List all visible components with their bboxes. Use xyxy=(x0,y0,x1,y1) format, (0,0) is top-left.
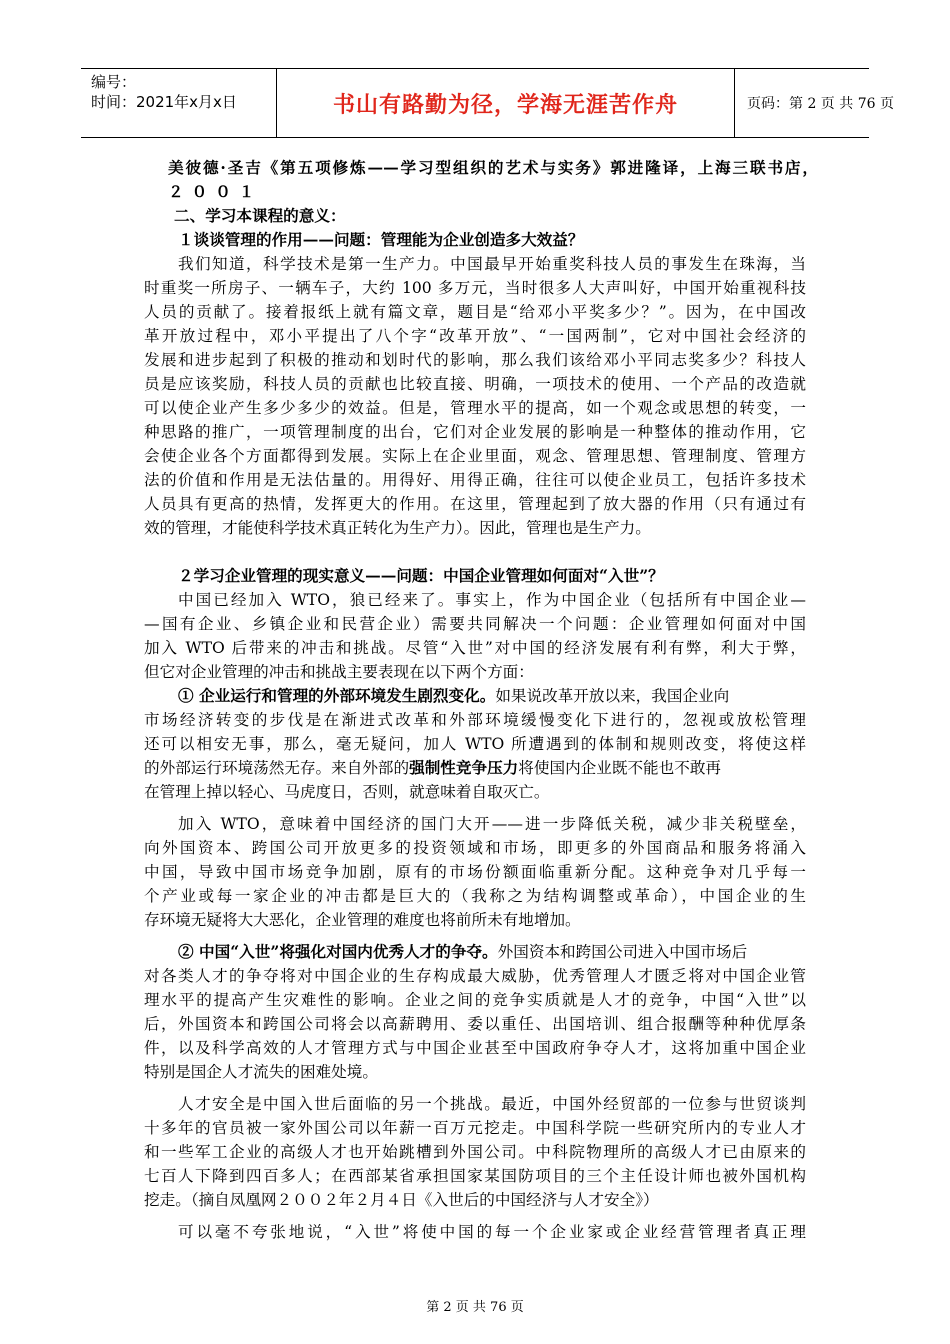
paragraph-line: 效的管理，才能使科学技术真正转化为生产力）。因此，管理也是生产力。 xyxy=(144,519,651,537)
paragraph-line: 向外国资本、跨国公司开放更多的投资领域和市场，即更多的外国商品和服务将涌入 xyxy=(144,839,806,857)
paragraph-line: 挖走。（摘自凤凰网２００２年２月４日《入世后的中国经济与人才安全》） xyxy=(144,1191,659,1209)
paragraph-line: 加入 WTO 后带来的冲击和挑战。尽管“入世”对中国的经济发展有利有弊，利大于弊， xyxy=(144,639,806,657)
paragraph-line: 个产业或每一家企业的冲击都是巨大的（我称之为结构调整或革命），中国企业的生 xyxy=(144,887,806,905)
paragraph-line: 可以使企业产生多少多少的效益。但是，管理水平的提高，如一个观念或思想的转变，一 xyxy=(144,399,806,417)
page-footer: 第 2 页 共 76 页 xyxy=(426,1300,524,1315)
paragraph-line: 但它对企业管理的冲击和挑战主要表现在以下两个方面： xyxy=(144,663,534,681)
emphasis-text: 强制性竞争压力 xyxy=(409,758,519,777)
paragraph-line: 特别是国企人才流失的困难处境。 xyxy=(144,1063,378,1081)
reference-line: 美彼德·圣吉《第五项修炼——学习型组织的艺术与实务》郭进隆译，上海三联书店， xyxy=(168,158,818,177)
paragraph-line: 对各类人才的争夺将对中国企业的生存构成最大威胁，优秀管理人才匮乏将对中国企业管 xyxy=(144,967,806,985)
paragraph-line: ① 企业运行和管理的外部环境发生剧烈变化。如果说改革开放以来，我国企业向 xyxy=(178,686,730,705)
paragraph-line: 发展和进步起到了积极的推动和划时代的影响，那么我们该给邓小平同志奖多少？科技人 xyxy=(144,351,806,369)
paragraph-line: 市场经济转变的步伐是在渐进式改革和外部环境缓慢变化下进行的，忽视或放松管理 xyxy=(144,711,806,729)
paragraph-line: 存环境无疑将大大恶化，企业管理的难度也将前所未有地增加。 xyxy=(144,911,581,929)
paragraph-line: 会使企业各个方面都得到发展。实际上在企业里面，观念、管理思想、管理制度、管理方 xyxy=(144,447,806,465)
paragraph-line: 件，以及科学高效的人才管理方式与中国企业甚至中国政府争夺人才，这将加重中国企业 xyxy=(144,1039,806,1057)
page-header xyxy=(81,68,894,138)
paragraph-line: 七百人下降到四百多人；在西部某省承担国家某国防项目的三个主任设计师也被外国机构 xyxy=(144,1167,806,1185)
paragraph-line: 中国已经加入 WTO，狼已经来了。事实上，作为中国企业（包括所有中国企业— xyxy=(178,591,806,609)
paragraph-line: 人员的贡献了。接着报纸上就有篇文章，题目是“给邓小平奖多少？”。因为，在中国改 xyxy=(144,303,806,321)
paragraph-line: 我们知道，科学技术是第一生产力。中国最早开始重奖科技人员的事发生在珠海，当 xyxy=(178,255,806,273)
header-motto-cell xyxy=(277,69,734,137)
paragraph-line: 还可以相安无事，那么，毫无疑问，加人 WTO 所遭遇到的体制和规则改变，将使这样 xyxy=(144,735,806,753)
subheading-2: ２学习企业管理的现实意义——问题：中国企业管理如何面对“入世”？ xyxy=(178,566,664,585)
paragraph-line: 和一些军工企业的高级人才也开始跳槽到外国公司。中科院物理所的高级人才已由原来的 xyxy=(144,1143,806,1161)
point-1-title: ① 企业运行和管理的外部环境发生剧烈变化。 xyxy=(178,686,496,705)
paragraph-line: 可以毫不夸张地说，“入世”将使中国的每一个企业家或企业经营管理者真正理 xyxy=(178,1223,806,1241)
paragraph-line: ② 中国“入世”将强化对国内优秀人才的争夺。外国资本和跨国公司进入中国市场后 xyxy=(178,942,748,961)
paragraph-line: 人才安全是中国入世后面临的另一个挑战。最近，中国外经贸部的一位参与世贸谈判 xyxy=(178,1095,806,1113)
paragraph-line: 种思路的推广，一项管理制度的出台，它们对企业发展的影响是一种整体的推动作用，它 xyxy=(144,423,806,441)
section-heading: 二、学习本课程的意义： xyxy=(174,206,346,225)
number-label: 编号： xyxy=(91,73,137,91)
paragraph-line: 的外部运行环境荡然无存。来自外部的强制性竞争压力将使国内企业既不能也不敢再 xyxy=(144,758,722,777)
paragraph-line: 中国，导致中国市场竞争加剧，原有的市场份额面临重新分配。这种竞争对几乎每一 xyxy=(144,863,806,881)
motto: 书山有路勤为径，学海无涯苦作舟 xyxy=(332,92,678,118)
paragraph-line: 十多年的官员被一家外国公司以年薪一百万元挖走。中国科学院一些研究所内的专业人才 xyxy=(144,1119,806,1137)
header-meta xyxy=(81,69,276,137)
paragraph-line: 革开放过程中，邓小平提出了八个字“改革开放”、“一国两制”，它对中国社会经济的 xyxy=(144,327,806,345)
paragraph-line: 员是应该奖励，科技人员的贡献也比较直接、明确，一项技术的使用、一个产品的改造就 xyxy=(144,375,806,393)
time-label: 时间：2021年x月x日 xyxy=(91,93,237,111)
point-2-title: ② 中国“入世”将强化对国内优秀人才的争夺。 xyxy=(178,942,498,961)
paragraph-line: 理水平的提高产生灾难性的影响。企业之间的竞争实质就是人才的竞争，中国“入世”以 xyxy=(144,991,806,1009)
paragraph-line: 时重奖一所房子、一辆车子，大约 100 多万元，当时很多人大声叫好，中国开始重视科技 xyxy=(144,279,806,297)
paragraph-line: 加入 WTO，意味着中国经济的国门大开——进一步降低关税，减少非关税壁垒， xyxy=(178,815,806,833)
paragraph-line: 法的价值和作用是无法估量的。用得好、用得正确，往往可以使企业员工，包括许多技术 xyxy=(144,471,806,489)
subheading-1: １谈谈管理的作用——问题：管理能为企业创造多大效益？ xyxy=(178,230,584,249)
paragraph-line: 后，外国资本和跨国公司将会以高薪聘用、委以重任、出国培训、组合报酬等种种优厚条 xyxy=(144,1015,806,1033)
paragraph-line: 在管理上掉以轻心、马虎度日，否则，就意味着自取灭亡。 xyxy=(144,783,550,801)
paragraph-line: —国有企业、乡镇企业和民营企业）需要共同解决一个问题：企业管理如何面对中国 xyxy=(144,615,806,633)
page-number-label: 页码：第 2 页 共 76 页 xyxy=(747,96,894,112)
paragraph-line: 人员具有更高的热情，发挥更大的作用。在这里，管理起到了放大器的作用（只有通过有 xyxy=(144,495,806,513)
reference-year: ２００１ xyxy=(168,182,263,201)
